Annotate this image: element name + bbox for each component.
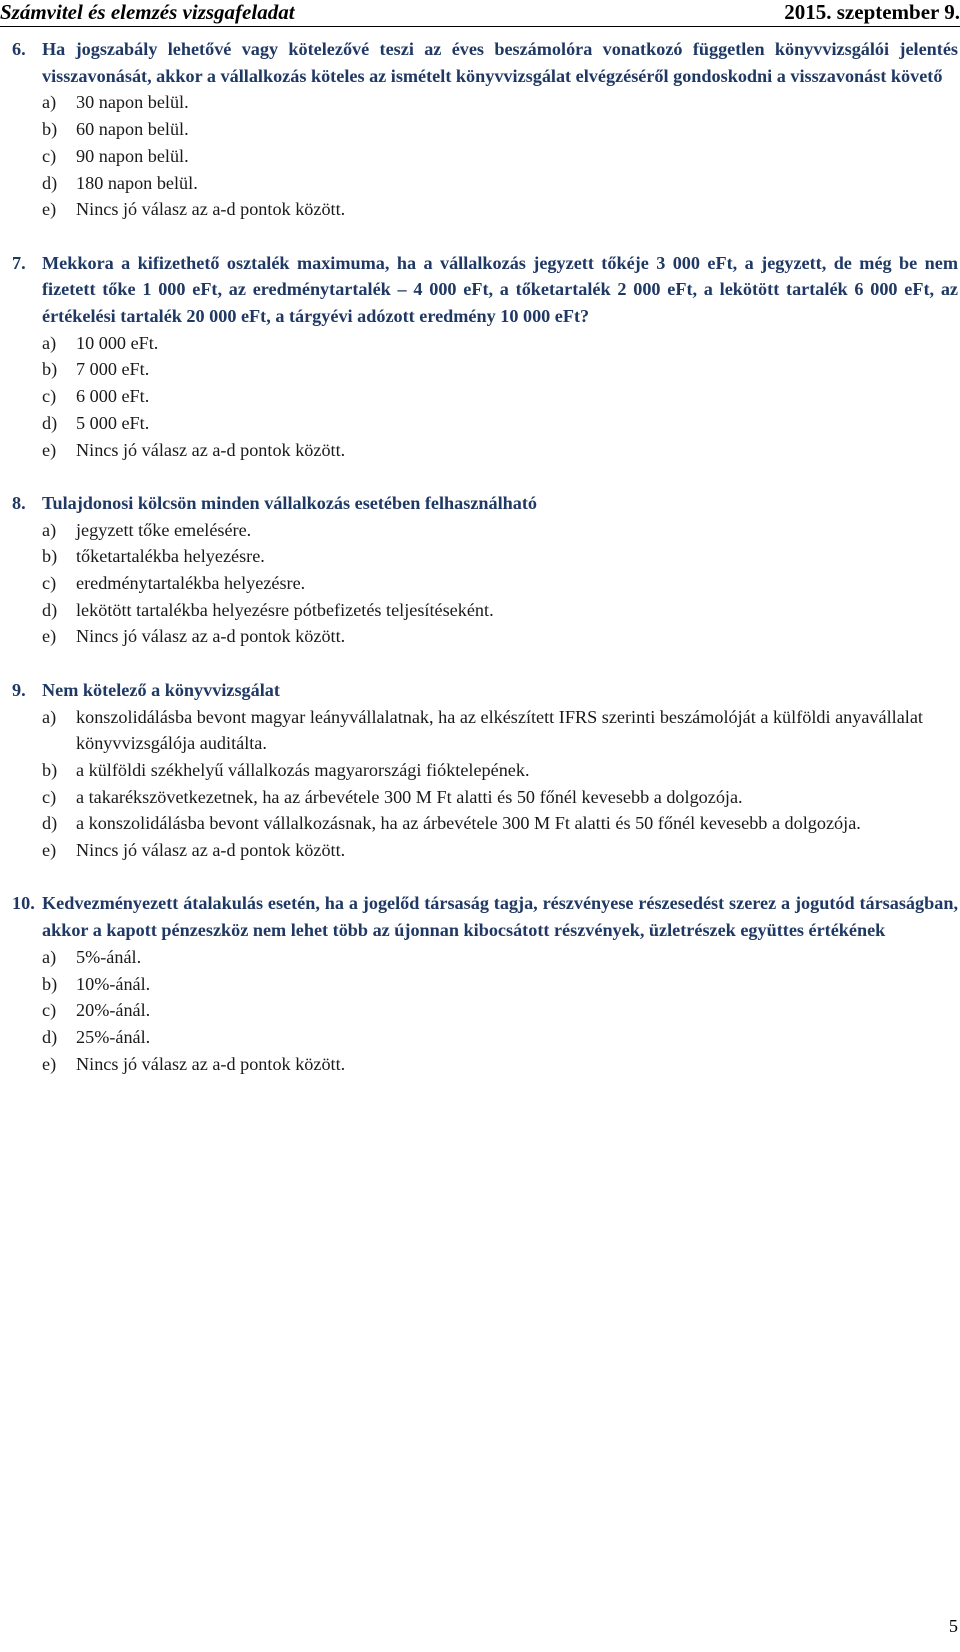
option-letter: a) [42, 946, 57, 967]
question-9 [12, 677, 958, 864]
question-stem [12, 36, 958, 89]
answer-option [12, 383, 958, 410]
header-date: 2015. szeptember 9. [784, 0, 960, 24]
option-text: 5%-ánál. [76, 946, 142, 967]
answer-option [12, 517, 958, 544]
answer-option [12, 837, 958, 864]
option-text: 20%-ánál. [76, 1000, 151, 1021]
answer-options [12, 330, 958, 464]
option-letter: d) [42, 599, 58, 620]
option-letter: b) [42, 119, 58, 140]
answer-option [12, 437, 958, 464]
option-text: tőketartalékba helyezésre. [76, 546, 265, 567]
answer-option [12, 944, 958, 971]
answer-option [12, 89, 958, 116]
option-letter: c) [42, 573, 57, 594]
answer-option [12, 784, 958, 811]
option-letter: e) [42, 840, 57, 861]
question-text: Ha jogszabály lehetővé vagy kötelezővé teszi az éves beszámolóra vonatkozó független könyvvizsgálói jelentés visszavonását, akkor a vállalkozás köteles az ismételt könyvvizsgálat elvégzéséről gondoskodni a visszavonást követő [42, 39, 958, 86]
question-text: Mekkora a kifizethető osztalék maximuma, ha a vállalkozás jegyzett tőkéje 3 000 eFt, a jegyzett, de még be nem fizetett tőke 1 000 eFt, az eredménytartalék – 4 000 eFt, a tőketartalék 2 000 eFt, a lekötött tartalék 6 000 eFt, az értékelési tartalék 20 000 eFt, a tárgyévi adózott eredmény 10 000 eFt? [42, 252, 958, 327]
option-letter: e) [42, 626, 57, 647]
answer-option [12, 810, 958, 837]
answer-option [12, 704, 958, 757]
answer-option [12, 330, 958, 357]
header-divider [0, 26, 960, 27]
option-letter: e) [42, 1053, 57, 1074]
option-letter: d) [42, 172, 58, 193]
option-text: a takarékszövetkezetnek, ha az árbevétele 300 M Ft alatti és 50 főnél kevesebb a dolgozója. [76, 786, 743, 807]
spacer [12, 864, 958, 891]
option-letter: c) [42, 1000, 57, 1021]
header-title: Számvitel és elemzés vizsgafeladat [0, 0, 295, 24]
question-text: Tulajdonosi kölcsön minden vállalkozás esetében felhasználható [42, 492, 538, 513]
option-text: a külföldi székhelyű vállalkozás magyarországi fióktelepének. [76, 759, 530, 780]
question-stem [12, 890, 958, 943]
option-text: jegyzett tőke emelésére. [76, 519, 252, 540]
option-text: 10 000 eFt. [76, 332, 159, 353]
question-list [12, 36, 958, 1077]
answer-option [12, 1051, 958, 1078]
spacer [12, 463, 958, 490]
option-letter: e) [42, 199, 57, 220]
option-letter: b) [42, 759, 58, 780]
option-text: Nincs jó válasz az a-d pontok között. [76, 840, 346, 861]
question-stem [12, 677, 958, 704]
option-letter: a) [42, 92, 57, 113]
spacer [12, 223, 958, 250]
answer-options [12, 89, 958, 223]
option-letter: d) [42, 412, 58, 433]
option-text: 6 000 eFt. [76, 386, 150, 407]
page-number: 5 [948, 1616, 958, 1636]
option-text: 25%-ánál. [76, 1026, 151, 1047]
option-letter: a) [42, 519, 57, 540]
answer-option [12, 997, 958, 1024]
option-text: lekötött tartalékba helyezésre pótbefizetés teljesítéseként. [76, 599, 494, 620]
question-8 [12, 490, 958, 650]
question-10 [12, 890, 958, 1077]
option-text: Nincs jó válasz az a-d pontok között. [76, 439, 346, 460]
answer-option [12, 971, 958, 998]
answer-option [12, 1024, 958, 1051]
option-letter: b) [42, 546, 58, 567]
option-text: 10%-ánál. [76, 973, 151, 994]
question-number: 9. [12, 679, 26, 700]
question-stem [12, 250, 958, 330]
question-text: Kedvezményezett átalakulás esetén, ha a jogelőd társaság tagja, részvényese részesedést szerez a jogutód társaságban, akkor a kapott pénzeszköz nem lehet több az újonnan kibocsátott részvények, üzletrészek együttes értékének [42, 893, 958, 941]
option-text: 5 000 eFt. [76, 412, 150, 433]
option-text: 180 napon belül. [76, 172, 198, 193]
answer-option [12, 196, 958, 223]
answer-option [12, 170, 958, 197]
option-letter: b) [42, 359, 58, 380]
option-text: Nincs jó válasz az a-d pontok között. [76, 199, 346, 220]
option-text: a konszolidálásba bevont vállalkozásnak, ha az árbevétele 300 M Ft alatti és 50 főnél kevesebb a dolgozója. [76, 813, 861, 834]
option-letter: c) [42, 145, 57, 166]
option-text: 90 napon belül. [76, 145, 189, 166]
option-text: Nincs jó válasz az a-d pontok között. [76, 1053, 346, 1074]
page-header [0, 0, 960, 26]
question-number: 10. [12, 893, 35, 914]
answer-option [12, 623, 958, 650]
option-letter: c) [42, 786, 57, 807]
option-letter: a) [42, 332, 57, 353]
question-number: 7. [12, 252, 26, 273]
option-text: eredménytartalékba helyezésre. [76, 573, 306, 594]
answer-option [12, 597, 958, 624]
option-letter: e) [42, 439, 57, 460]
question-6 [12, 36, 958, 223]
option-letter: d) [42, 813, 58, 834]
answer-option [12, 757, 958, 784]
option-text: konszolidálásba bevont magyar leányvállalatnak, ha az elkészített IFRS szerinti beszámolóját a külföldi anyavállalat könyvvizsgálója auditálta. [76, 706, 923, 754]
option-text: 60 napon belül. [76, 119, 189, 140]
option-letter: d) [42, 1026, 58, 1047]
answer-options [12, 517, 958, 651]
option-text: Nincs jó válasz az a-d pontok között. [76, 626, 346, 647]
question-7 [12, 250, 958, 464]
option-letter: a) [42, 706, 57, 727]
question-text: Nem kötelező a könyvvizsgálat [42, 679, 280, 700]
question-number: 6. [12, 39, 26, 59]
answer-option [12, 116, 958, 143]
option-letter: c) [42, 386, 57, 407]
question-number: 8. [12, 492, 26, 513]
answer-option [12, 543, 958, 570]
option-text: 30 napon belül. [76, 92, 189, 113]
question-stem [12, 490, 958, 517]
answer-option [12, 410, 958, 437]
answer-option [12, 143, 958, 170]
answer-option [12, 570, 958, 597]
option-letter: b) [42, 973, 58, 994]
answer-option [12, 356, 958, 383]
answer-options [12, 944, 958, 1078]
option-text: 7 000 eFt. [76, 359, 150, 380]
spacer [12, 650, 958, 677]
answer-options [12, 704, 958, 864]
